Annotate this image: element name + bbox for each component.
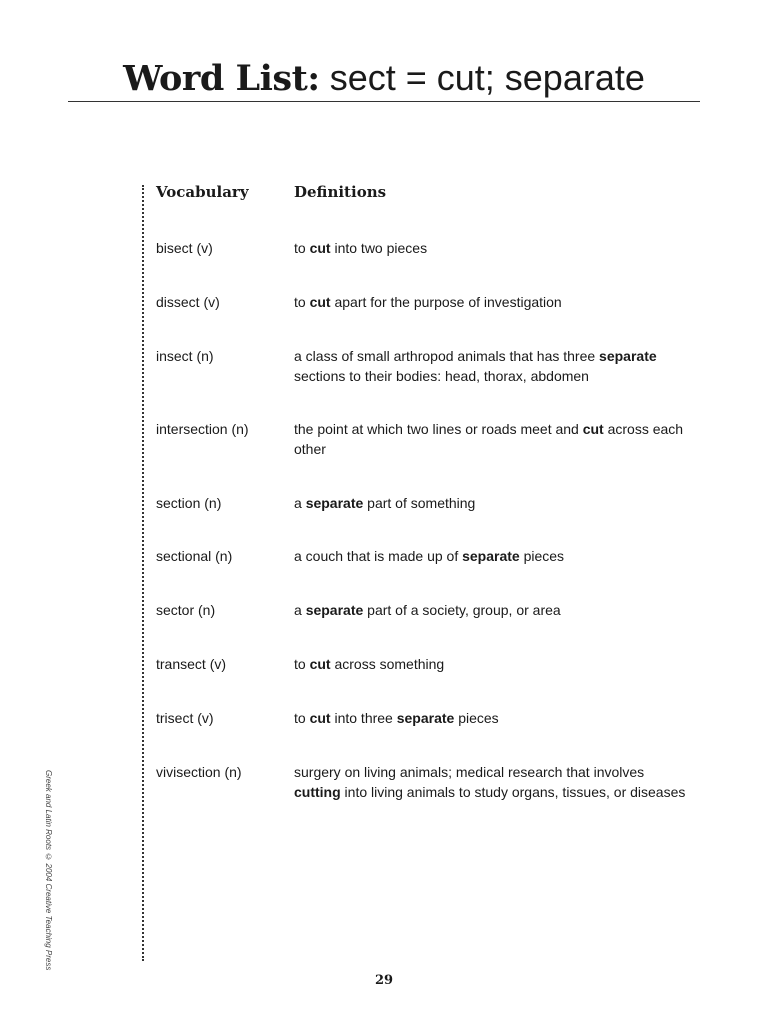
definition-keyword: cut (309, 294, 331, 310)
definition-text: pieces (519, 548, 565, 564)
definition-text: part of something (363, 495, 476, 511)
definition-keyword: cut (309, 710, 331, 726)
definition-text: to (294, 240, 310, 256)
definition-text: to (294, 710, 310, 726)
vocabulary-term: dissect (v) (156, 294, 220, 310)
page-title (0, 54, 768, 103)
vocabulary-term: section (n) (156, 495, 222, 511)
dotted-margin-line (142, 185, 144, 961)
vocabulary-term: bisect (v) (156, 240, 213, 256)
definition-text: pieces (454, 710, 499, 726)
definition-keyword: separate (305, 602, 364, 618)
page-title-label: Word List: (123, 58, 320, 99)
definition-text: part of a society, group, or area (363, 602, 561, 618)
definition (294, 762, 694, 802)
page-number: 29 (374, 973, 394, 988)
definition-text: a couch that is made up of (294, 548, 463, 564)
definition-text: a class of small arthropod animals that has three (294, 348, 600, 364)
definition (294, 493, 694, 513)
vocabulary-term: intersection (n) (156, 421, 249, 437)
vocabulary-heading: Vocabulary (156, 183, 249, 201)
definition-keyword: separate (396, 710, 455, 726)
definition-keyword: cut (309, 240, 331, 256)
definition-keyword: separate (305, 495, 364, 511)
page-title-topic: sect = cut; separate (319, 57, 645, 98)
definition-keyword: cutting (294, 784, 341, 800)
definition (294, 708, 694, 728)
definition (294, 654, 694, 674)
title-rule (68, 101, 700, 102)
vocabulary-term: transect (v) (156, 656, 227, 672)
vocabulary-term: sector (n) (156, 602, 216, 618)
definition-text: into three (330, 710, 397, 726)
copyright-credit: Greek and Latin Roots © 2004 Creative Teaching Press (44, 770, 53, 971)
vocabulary-term: sectional (n) (156, 548, 233, 564)
vocabulary-term: insect (n) (156, 348, 214, 364)
definition-text: into two pieces (330, 240, 428, 256)
definition-text: a (294, 495, 306, 511)
definition-text: across each other (294, 421, 684, 457)
definition-text: apart for the purpose of investigation (330, 294, 562, 310)
definition-keyword: separate (599, 348, 657, 364)
definition-text: sections to their bodies: head, thorax, abdomen (294, 368, 589, 384)
definition (294, 419, 694, 459)
definition-keyword: separate (462, 548, 520, 564)
definition (294, 346, 694, 386)
vocabulary-term: vivisection (n) (156, 764, 242, 780)
definition (294, 546, 694, 566)
definition-text: to (294, 294, 310, 310)
vocabulary-term: trisect (v) (156, 710, 214, 726)
definition-text: surgery on living animals; medical research that involves (294, 764, 645, 780)
definition-text: a (294, 602, 306, 618)
definition (294, 600, 694, 620)
definition-text: across something (330, 656, 445, 672)
definition-keyword: cut (582, 421, 604, 437)
definition (294, 238, 694, 258)
definition-text: the point at which two lines or roads meet and (294, 421, 583, 437)
definition-keyword: cut (309, 656, 331, 672)
definition-text: to (294, 656, 310, 672)
definition (294, 292, 694, 312)
definition-text: into living animals to study organs, tissues, or diseases (340, 784, 686, 800)
definitions-heading: Definitions (294, 183, 387, 201)
